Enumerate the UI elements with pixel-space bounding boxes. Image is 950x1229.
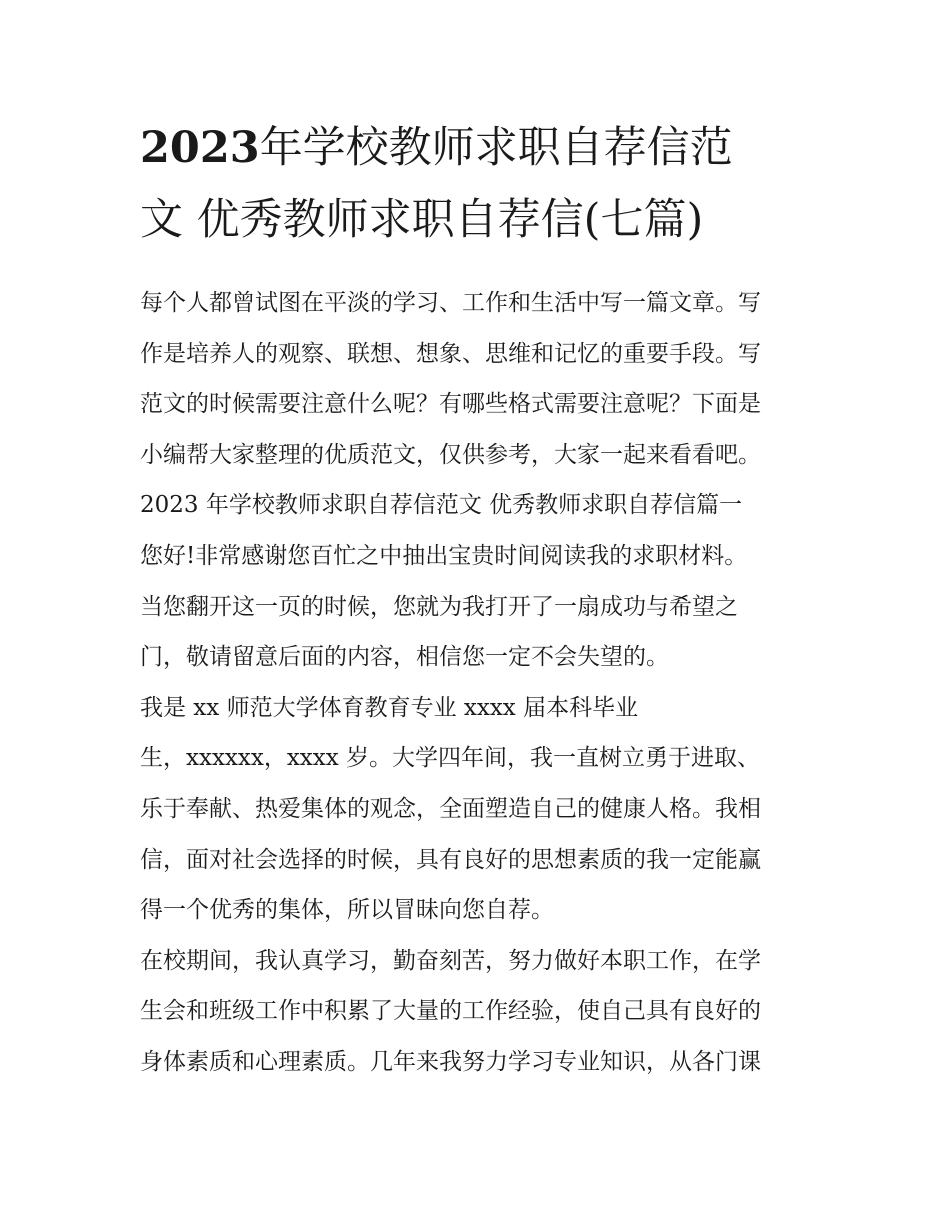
body-line: 得一个优秀的集体，所以冒昧向您自荐。 (140, 897, 554, 924)
body-line: 您好!非常感谢您百忙之中抽出宝贵时间阅读我的求职材料。 (140, 542, 748, 569)
section-heading: 2023 年学校教师求职自荐信范文 优秀教师求职自荐信篇一 (140, 492, 743, 519)
body-line: 我是 xx 师范大学体育教育专业 xxxx 届本科毕业 (140, 694, 639, 721)
body-line: 信，面对社会选择的时候，具有良好的思想素质的我一定能赢 (140, 846, 761, 873)
body-line: 每个人都曾试图在平淡的学习、工作和生活中写一篇文章。写 (140, 290, 761, 316)
title-line-1-text: 年学校教师求职自荐信范 (259, 123, 733, 173)
body-line: 当您翻开这一页的时候，您就为我打开了一扇成功与希望之 (140, 593, 738, 620)
page-title (140, 112, 830, 256)
body-line: 生会和班级工作中积累了大量的工作经验，使自己具有良好的 (140, 998, 761, 1025)
body-line: 小编帮大家整理的优质范文，仅供参考，大家一起来看看吧。 (140, 441, 761, 468)
body-line: 在校期间，我认真学习，勤奋刻苦，努力做好本职工作，在学 (140, 947, 761, 974)
title-line-1 (140, 112, 830, 184)
title-year: 2023 (140, 123, 260, 173)
body-line: 生，xxxxxx，xxxx 岁。大学四年间，我一直树立勇于进取、 (140, 745, 761, 772)
body-line: 范文的时候需要注意什么呢？有哪些格式需要注意呢？下面是 (140, 391, 761, 418)
document-body (140, 278, 830, 1088)
body-line: 身体素质和心理素质。几年来我努力学习专业知识，从各门课 (140, 1048, 761, 1075)
body-line: 作是培养人的观察、联想、想象、思维和记忆的重要手段。写 (140, 340, 761, 367)
body-line: 乐于奉献、热爱集体的观念，全面塑造自己的健康人格。我相 (140, 795, 761, 822)
title-line-2: 文 优秀教师求职自荐信(七篇) (140, 195, 704, 245)
body-line: 门，敬请留意后面的内容，相信您一定不会失望的。 (140, 644, 669, 671)
